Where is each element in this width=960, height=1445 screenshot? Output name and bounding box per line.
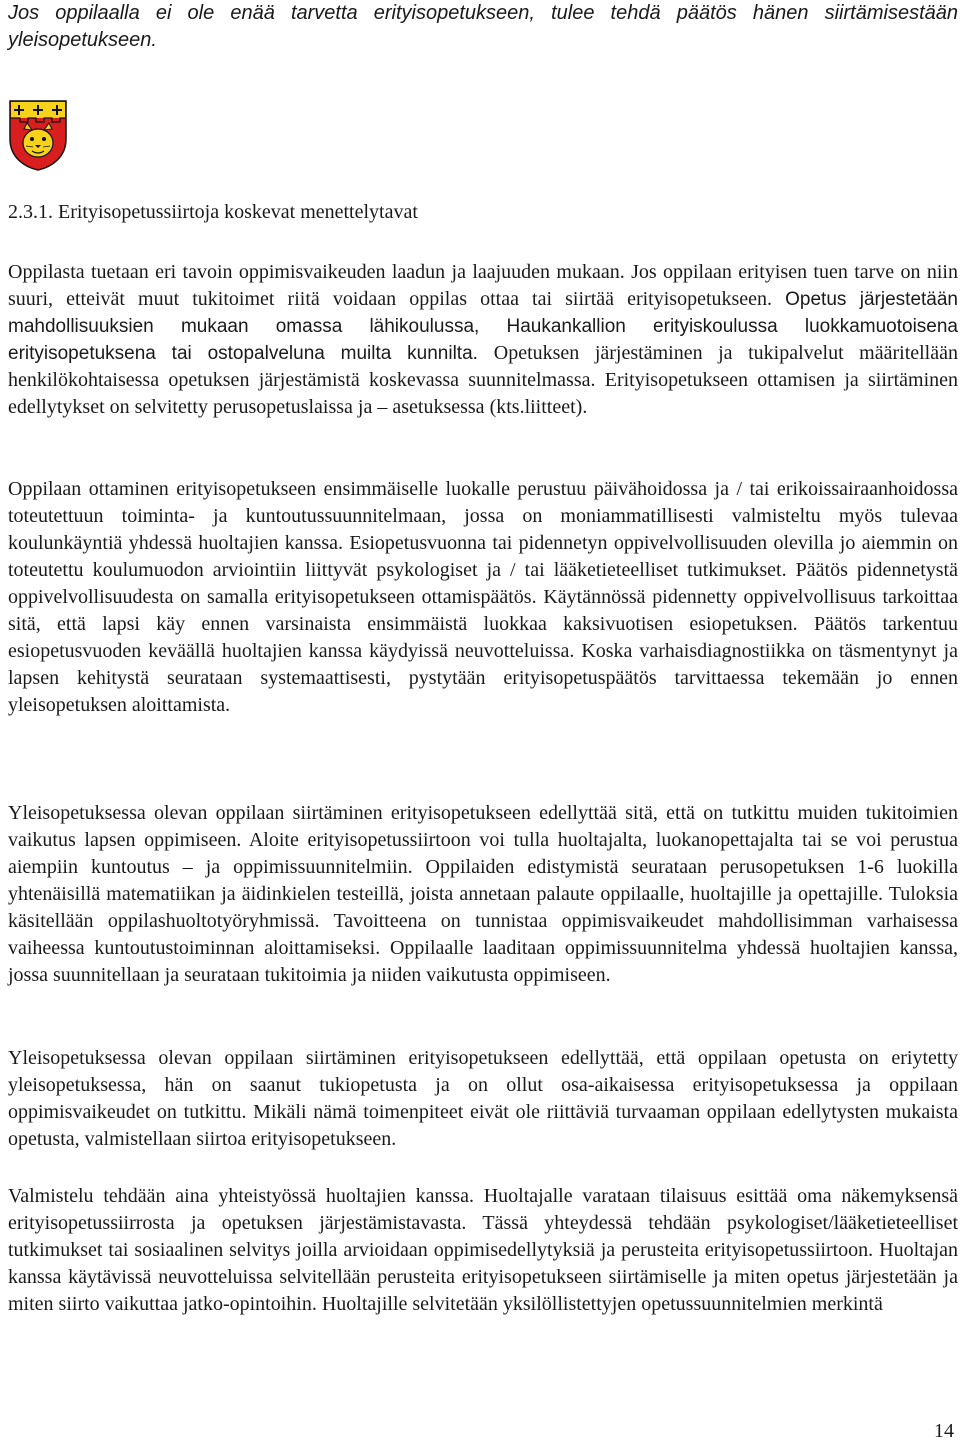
paragraph-3 — [8, 800, 958, 989]
paragraph-3-text: Yleisopetuksessa olevan oppilaan siirtäminen erityisopetukseen edellyttää sitä, että on tutkittu muiden tukitoimien vaikutus lapsen oppimiseen. Aloite erityisopetussiirtoon voi tulla huoltajalta, luokanopettajalta tai se voi perustua aiempiin kuntoutus – ja oppimissuunnitelmiin. Oppilaiden edistymistä seurataan perusopetuksen 1-6 luokilla yhtenäisillä matematiikan ja äidinkielen testeillä, joista annetaan palaute oppilaalle, huoltajille ja opettajille. Tuloksia käsitellään oppilashuoltotyöryhmissä. Tavoitteena on tunnistaa oppimisvaikeudet mahdollisimman varhaisessa vaiheessa kuntoutustoiminnan aloittamiseksi. Oppilaalle laaditaan oppimissuunnitelma yhdessä huoltajien kanssa, jossa suunnitellaan ja seurataan tukitoimia ja niiden vaikutusta oppimiseen. — [8, 802, 958, 986]
paragraph-1-run-1: Oppilasta tuetaan eri tavoin oppimisvaikeuden laadun ja laajuuden mukaan. Jos oppilaan erityisen tuen tarve on niin suuri, etteivät muut tukitoimet riitä voidaan oppilas ottaa tai siirtää erityisopetukseen. — [8, 261, 958, 310]
paragraph-5 — [8, 1183, 958, 1318]
page-number: 14 — [934, 1420, 954, 1442]
paragraph-1-run-3: Opetuksen järjestäminen ja tukipalvelut määritellään henkilökohtaisessa opetuksen järjestämistä koskevassa suunnitelmassa. Erityisopetukseen ottamisen ja siirtäminen edellytykset on selvitetty perusopetuslaissa ja – asetuksessa (kts.liitteet). — [8, 342, 958, 418]
coat-of-arms-icon — [8, 99, 68, 171]
paragraph-5-text: Valmistelu tehdään aina yhteistyössä huoltajien kanssa. Huoltajalle varataan tilaisuus esittää oma näkemyksensä erityisopetussiirrosta ja opetuksen järjestämistavasta. Tässä yhteydessä tehdään psykologiset/lääketieteelliset tutkimukset tai sosiaalinen selvitys joilla arvioidaan oppimisedellytyksiä ja perusteita erityisopetussiirtoon. Huoltajan kanssa käytävissä neuvotteluissa selvitellään perusteita erityisopetukseen siirtämiselle ja miten opetus järjestetään ja miten siirto vaikuttaa jatko-opintoihin. Huoltajille selvitetään yksilöllistettyjen opetussuunnitelmien merkintä — [8, 1185, 958, 1315]
paragraph-4 — [8, 1045, 958, 1153]
paragraph-4-text: Yleisopetuksessa olevan oppilaan siirtäminen erityisopetukseen edellyttää, että oppilaan opetusta on eriytetty yleisopetuksessa, hän on saanut tukiopetusta ja on ollut osa-aikaisessa erityisopetuksessa ja oppilaan oppimisvaikeudet on tutkittu. Mikäli nämä toimenpiteet eivät ole riittäviä turvaaman oppilaan edellytysten mukaista opetusta, valmistellaan siirtoa erityisopetukseen. — [8, 1047, 958, 1150]
document-page — [8, 0, 958, 54]
paragraph-1-run-2: Opetus järjestetään mahdollisuuksien mukaan omassa lähikoulussa, Haukankallion erityiskoulussa luokkamuotoisena erityisopetuksena tai ostopalveluna muilta kunnilta. — [8, 289, 958, 364]
intro-italic-text: Jos oppilaalla ei ole enää tarvetta erityisopetukseen, tulee tehdä päätös hänen siirtämisestään yleisopetukseen. — [8, 2, 958, 51]
paragraph-1 — [8, 259, 958, 421]
section-heading: 2.3.1. Erityisopetussiirtoja koskevat menettelytavat — [8, 201, 418, 223]
paragraph-2 — [8, 476, 958, 719]
paragraph-2-text: Oppilaan ottaminen erityisopetukseen ensimmäiselle luokalle perustuu päivähoidossa ja / tai erikoissairaanhoidossa toteutettuun toiminta- ja kuntoutussuunnitelmaan, jossa on moniammatillisesti valmisteltu myös tulevaa koulunkäyntiä yhdessä huoltajien kanssa. Esiopetusvuonna tai pidennetyn oppivelvollisuuden olevilla jo aiemmin on toteutettu koulumuodon arviointiin liittyvät psykologiset ja / tai lääketieteelliset tutkimukset. Päätös pidennetystä oppivelvollisuudesta on samalla erityisopetukseen ottamispäätös. Käytännössä pidennetty oppivelvollisuus tarkoittaa sitä, että lapsi käy ennen varsinaista ensimmäistä luokkaa kaksivuotisen esiopetuksen. Päätös tarkentuu esiopetusvuoden keväällä huoltajien kanssa käydyissä neuvotteluissa. Koska varhaisdiagnostiikka on täsmentynyt ja lapsen kehitystä seurataan systemaattisesti, pystytään erityisopetuspäätös tarvittaessa tekemään jo ennen yleisopetuksen aloittamista. — [8, 478, 958, 716]
